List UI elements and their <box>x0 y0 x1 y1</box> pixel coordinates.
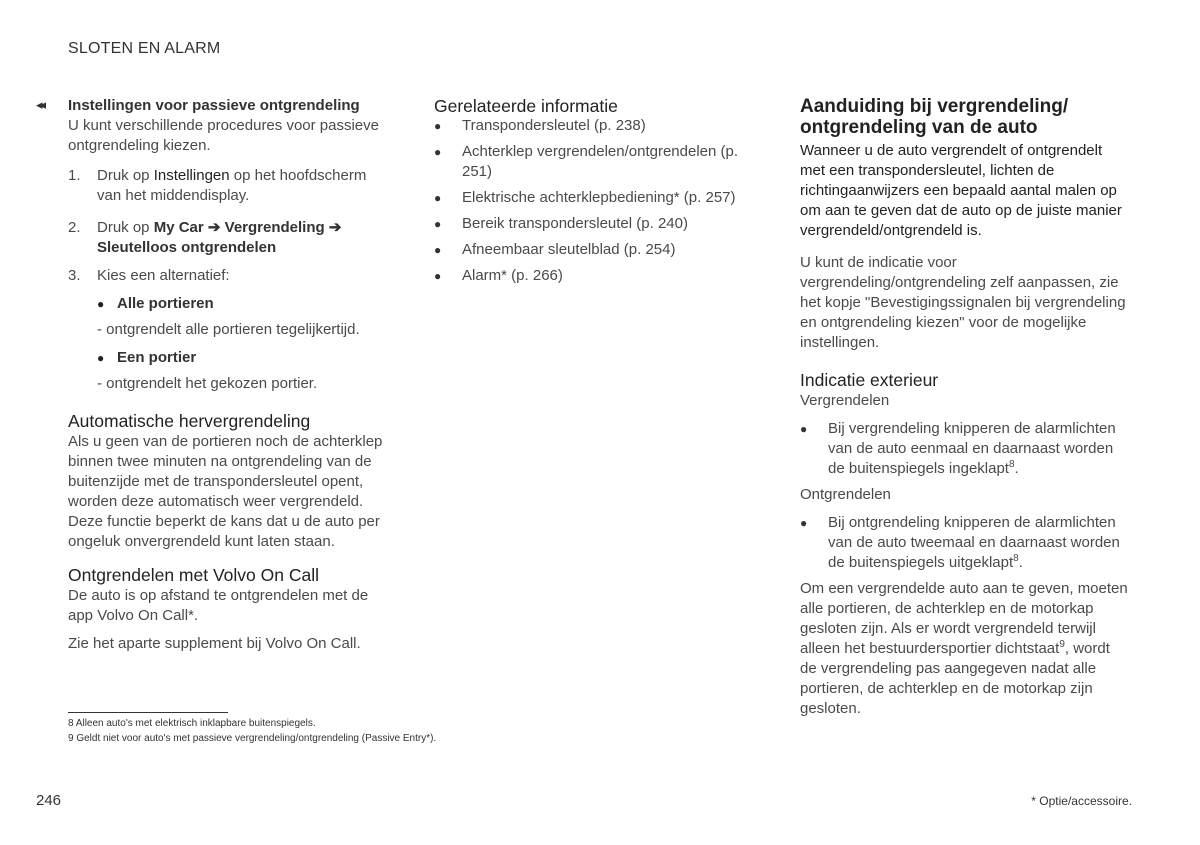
closing-paragraph: Om een vergrendelde auto aan te geven, moeten alle portieren, de achterklep en de motorkap gesloten zijn. Als er wordt vergrendeld terwijl alleen het bestuurdersportier dichtstaat$^9$, wordt de vergrendeling pas aangegeven nadat alle portieren, de achterklep en de motorkap zijn gesloten. <box>800 580 1128 717</box>
footnote-8: 8 Alleen auto's met elektrisch inklapbare buitenspiegels. <box>68 718 316 729</box>
label-lock: Vergrendelen <box>800 392 890 409</box>
volvo-on-call-text: De auto is op afstand te ontgrendelen met de app Volvo On Call*. <box>68 587 369 624</box>
bullet-icon: ● <box>800 516 808 530</box>
footnote-ref: 8 <box>1013 553 1019 564</box>
related-link[interactable]: ● Alarm* (p. 266) <box>434 267 563 284</box>
subheading-passive-unlock: Instellingen voor passieve ontgrendeling <box>68 97 360 114</box>
heading-lock-indication: Aanduiding bij vergrendeling/ ontgrendeling van de auto <box>800 96 1069 138</box>
lock-indication-intro: Wanneer u de auto vergrendelt of ontgrendelt met een transpondersleutel, lichten de richtingaanwijzers een bepaald aantal malen op om aan te geven dat de auto op de juiste manier vergrendeld/ontgrendeld is. <box>800 142 1122 239</box>
step-text: Kies een alternatief: <box>97 267 230 284</box>
step-2 <box>68 218 408 258</box>
related-link[interactable]: ● Afneembaar sleutelblad (p. 254) <box>434 241 676 258</box>
footnote-divider <box>68 712 228 713</box>
bullet-icon: ● <box>434 145 442 159</box>
heading-auto-relock: Automatische hervergrendeling <box>68 411 311 431</box>
option-desc: - ontgrendelt alle portieren tegelijkertijd. <box>97 321 360 338</box>
auto-relock-text: Als u geen van de portieren noch de achterklep binnen twee minuten na ontgrendeling van de buitenzijde met de transpondersleutel opent, worden deze automatisch weer vergrendeld. Deze functie beperkt de kans dat u de auto per ongeluk onvergrendeld kunt laten staan. <box>68 433 383 550</box>
column-2 <box>434 96 754 286</box>
step-number: 1. <box>68 167 81 184</box>
back-arrow-icon[interactable]: ◂◂ <box>36 97 44 112</box>
bullet-icon: ● <box>97 351 105 365</box>
step-1 <box>68 166 408 206</box>
option-desc: - ontgrendelt het gekozen portier. <box>97 375 318 392</box>
step-number: 3. <box>68 267 81 284</box>
label-unlock: Ontgrendelen <box>800 486 891 503</box>
page-number: 246 <box>36 792 62 809</box>
step-text: Druk op My Car ➔ Vergrendeling ➔ Sleutelloos ontgrendelen <box>97 219 342 256</box>
arrow-right-icon: ➔ <box>324 219 342 236</box>
page-header: SLOTEN EN ALARM <box>68 40 221 57</box>
related-link[interactable]: ● Elektrische achterklepbediening* (p. 257) <box>434 189 736 206</box>
footnote-ref: 9 <box>1059 639 1065 650</box>
heading-related-info: Gerelateerde informatie <box>434 96 618 116</box>
bullet-icon: ● <box>800 422 808 436</box>
heading-exterior-indication: Indicatie exterieur <box>800 370 939 390</box>
optional-accessory-note: * Optie/accessoire. <box>1031 794 1132 808</box>
bullet-icon: ● <box>434 243 442 257</box>
related-link[interactable]: ● Bereik transpondersleutel (p. 240) <box>434 215 688 232</box>
option-all-doors: ● Alle portieren <box>97 295 214 312</box>
bullet-icon: ● <box>434 191 442 205</box>
column-1 <box>68 96 408 654</box>
option-one-door: ● Een portier <box>97 349 197 366</box>
bullet-icon: ● <box>434 269 442 283</box>
related-link[interactable]: ● Achterklep vergrendelen/ontgrendelen (p. 251) <box>434 143 739 180</box>
footnote-9: 9 Geldt niet voor auto's met passieve vergrendeling/ontgrendeling (Passive Entry*). <box>68 733 437 744</box>
footnote-ref: 8 <box>1008 459 1015 470</box>
bullet-icon: ● <box>97 297 105 311</box>
bullet-icon: ● <box>434 217 442 231</box>
step-text: Druk op Instellingen op het hoofdscherm van het middendisplay. <box>97 167 367 204</box>
arrow-right-icon: ➔ <box>203 219 225 236</box>
lock-bullet: ● Bij vergrendeling knipperen de alarmlichten van de auto eenmaal en daarnaast worden de buitenspiegels ingeklapt$^8$. <box>800 420 1116 477</box>
column-3 <box>800 96 1130 719</box>
heading-volvo-on-call: Ontgrendelen met Volvo On Call <box>68 565 319 585</box>
step-3 <box>68 266 408 286</box>
unlock-bullet: ● Bij ontgrendeling knipperen de alarmlichten van de auto tweemaal en daarnaast worden de buitenspiegels uitgeklapt$^8$. <box>800 514 1120 571</box>
related-link[interactable]: ● Transpondersleutel (p. 238) <box>434 117 646 134</box>
intro-text: U kunt verschillende procedures voor passieve ontgrendeling kiezen. <box>68 117 379 154</box>
customize-indication-text: U kunt de indicatie voor vergrendeling/ontgrendeling zelf aanpassen, zie het kopje "Bevestigingssignalen bij vergrendeling en ontgrendeling kiezen" voor de mogelijke instellingen. <box>800 254 1126 351</box>
step-number: 2. <box>68 219 81 236</box>
bullet-icon: ● <box>434 119 442 133</box>
volvo-on-call-supplement: Zie het aparte supplement bij Volvo On Call. <box>68 635 361 652</box>
